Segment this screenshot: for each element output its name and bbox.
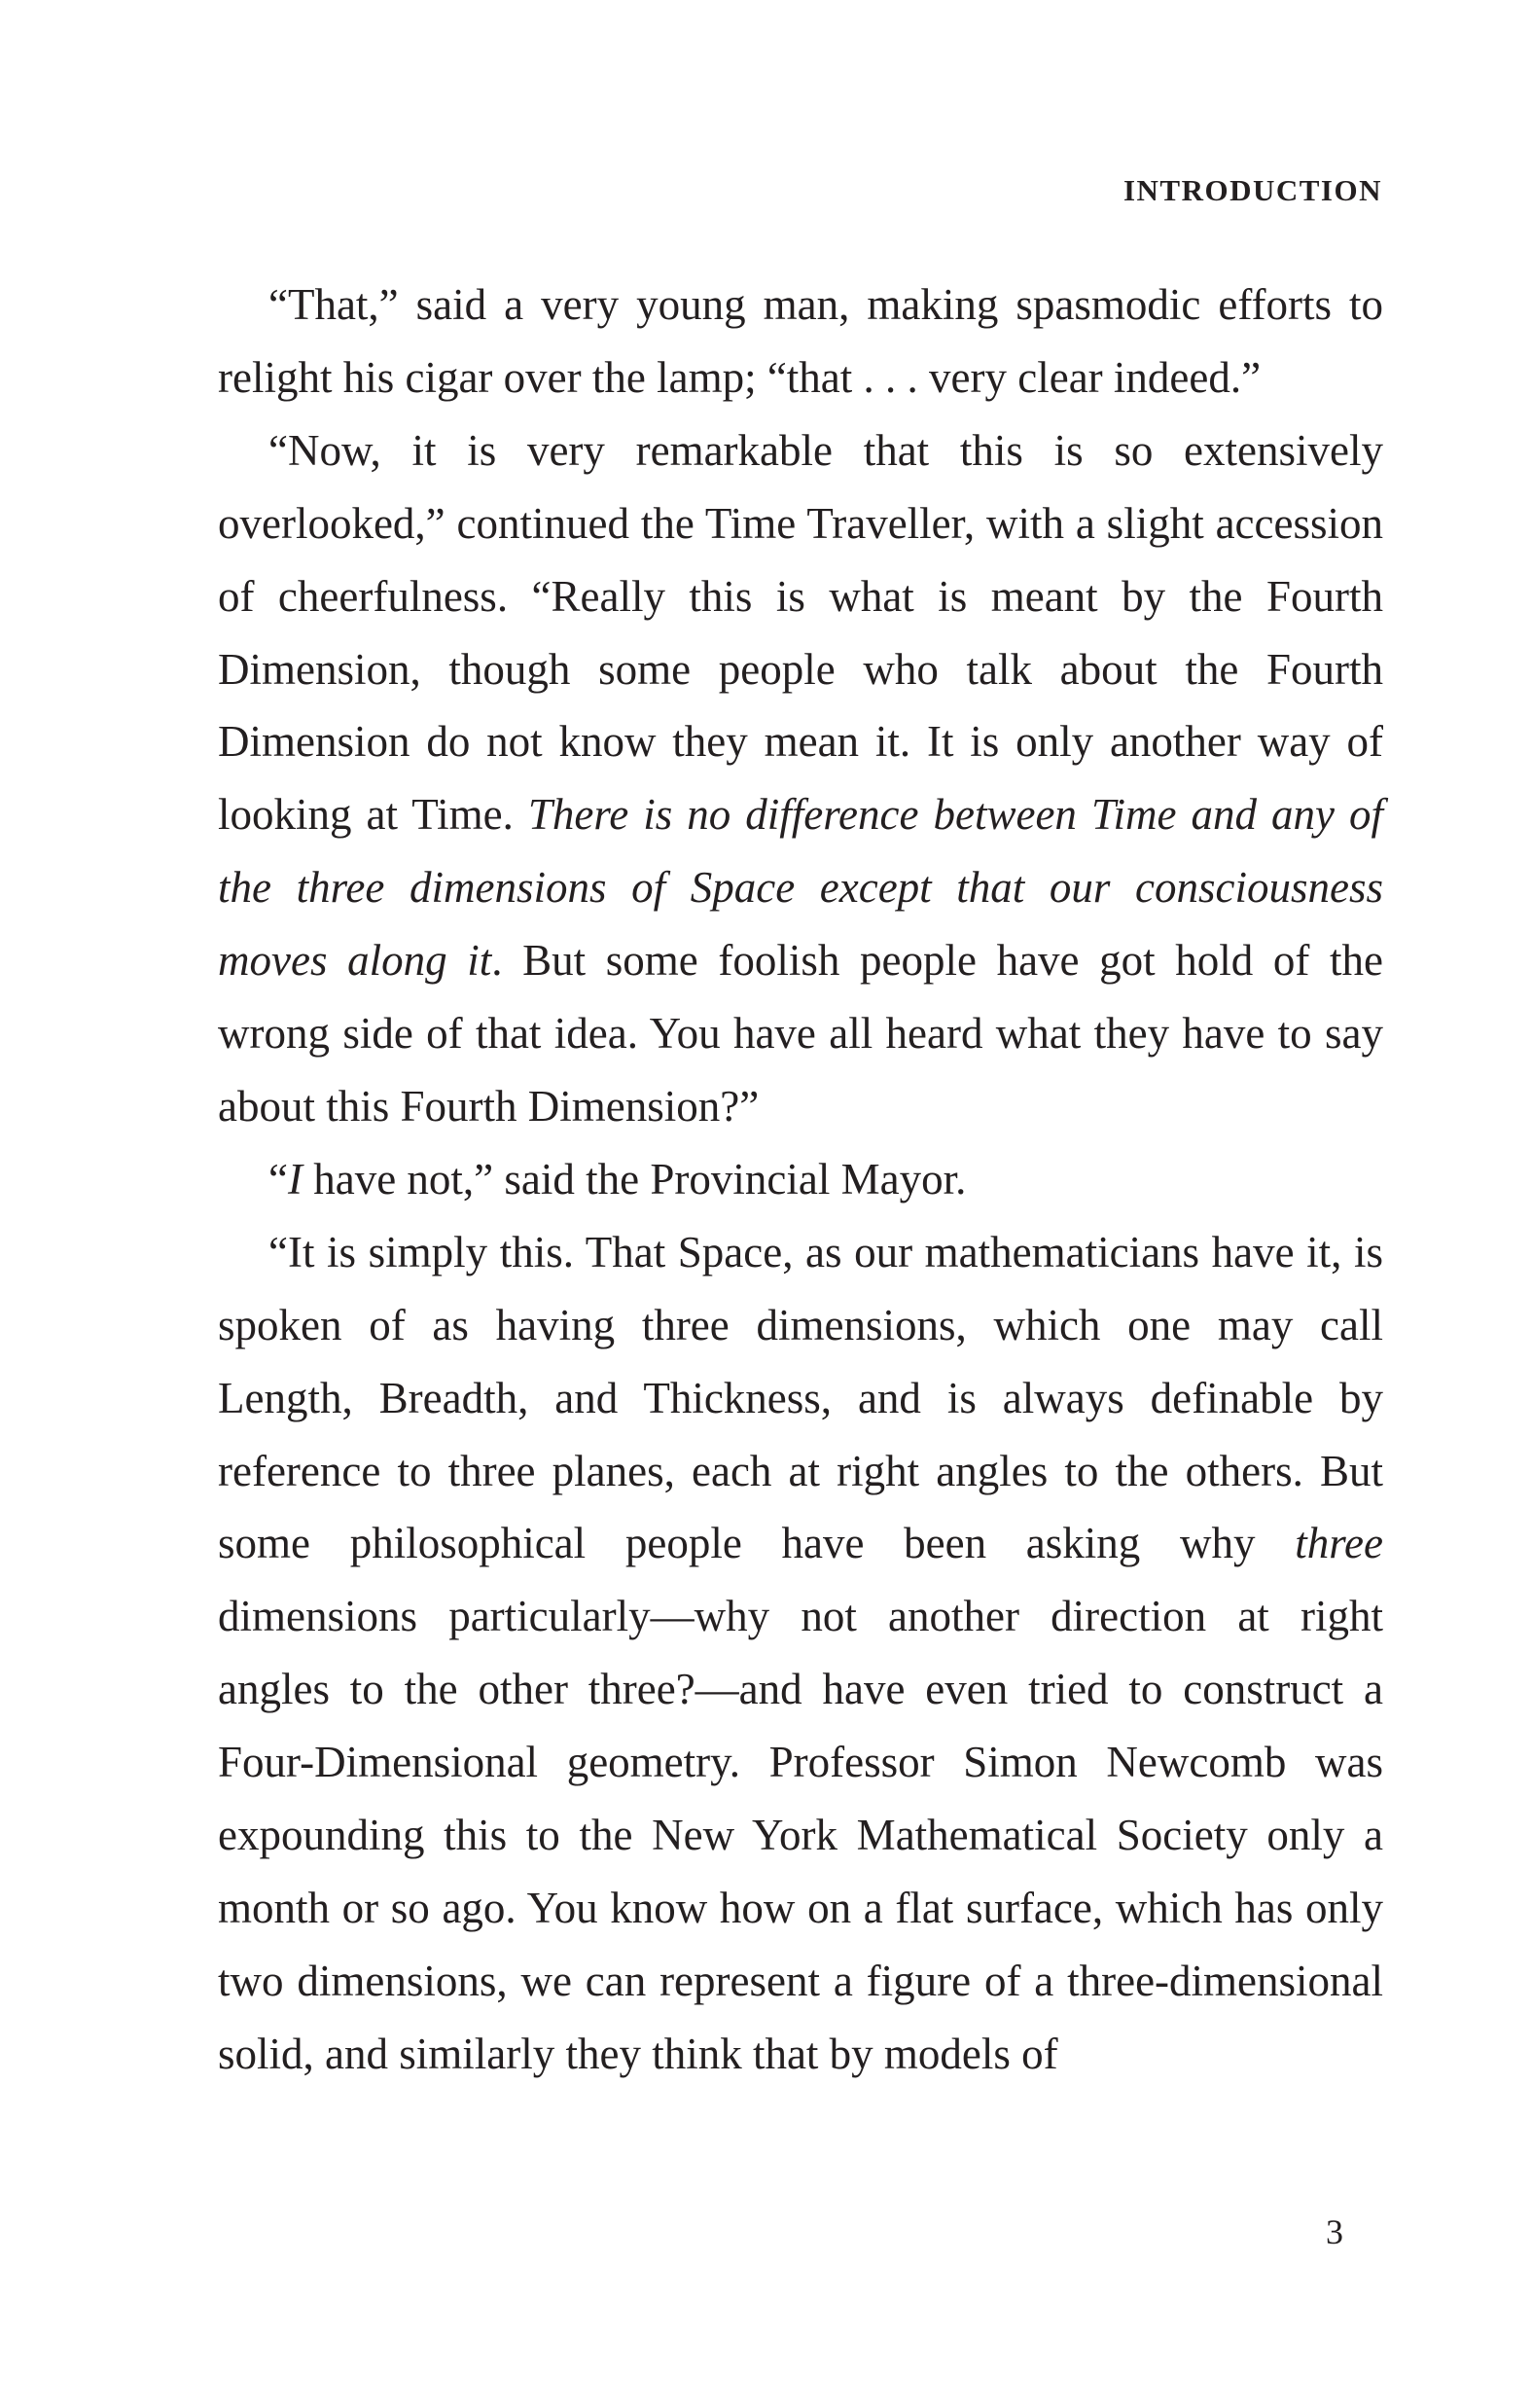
running-head: INTRODUCTION — [1122, 173, 1382, 207]
paragraph-text: dimensions particularly—why not another direction at right angles to the other three?—and have even tried to construct a Four-Dimensional geometry. Professor Simon Newcomb was expounding this to the New York Mathematical Society only a month or so ago. You know how on a flat surface, which has only two dimensions, we can represent a figure of a three-dimensional solid, and similarly they think that by models of — [218, 1592, 1383, 2078]
paragraph — [218, 414, 1383, 1143]
page-number: 3 — [1326, 2212, 1343, 2251]
paragraph-text: “It is simply this. That Space, as our mathematicians have it, is spoken of as having three dimensions, which one may call Length, Breadth, and Thickness, and is always definable by reference to three planes, each at right angles to the others. But some philosophical people have been asking why — [218, 1227, 1383, 1568]
paragraph-text: . But some foolish people have got hold of the wrong side of that idea. You have all heard what they have to say about this Fourth Dimension?” — [218, 936, 1384, 1131]
paragraph-text: “That,” said a very young man, making spasmodic efforts to relight his cigar over the lamp; “that . . . very clear indeed.” — [218, 280, 1383, 402]
body-text — [218, 269, 1383, 2091]
paragraph — [218, 269, 1383, 414]
italic-text: There is no difference between Time and any of the three dimensions of Space except that our consciousness moves along it — [218, 790, 1383, 986]
paragraph-text: “ — [268, 1154, 288, 1204]
italic-text: three — [1295, 1519, 1383, 1568]
paragraph — [218, 1143, 1383, 1216]
paragraph — [218, 1216, 1383, 2091]
italic-text: I — [287, 1154, 303, 1204]
paragraph-text: have not,” said the Provincial Mayor. — [302, 1154, 967, 1204]
paragraph-text: “Now, it is very remarkable that this is so extensively overlooked,” continued the Time Traveller, with a slight accession of cheerfulness. “Really this is what is meant by the Fourth Dimension, though some people who talk about the Fourth Dimension do not know they mean it. It is only another way of looking at Time. — [218, 425, 1383, 840]
